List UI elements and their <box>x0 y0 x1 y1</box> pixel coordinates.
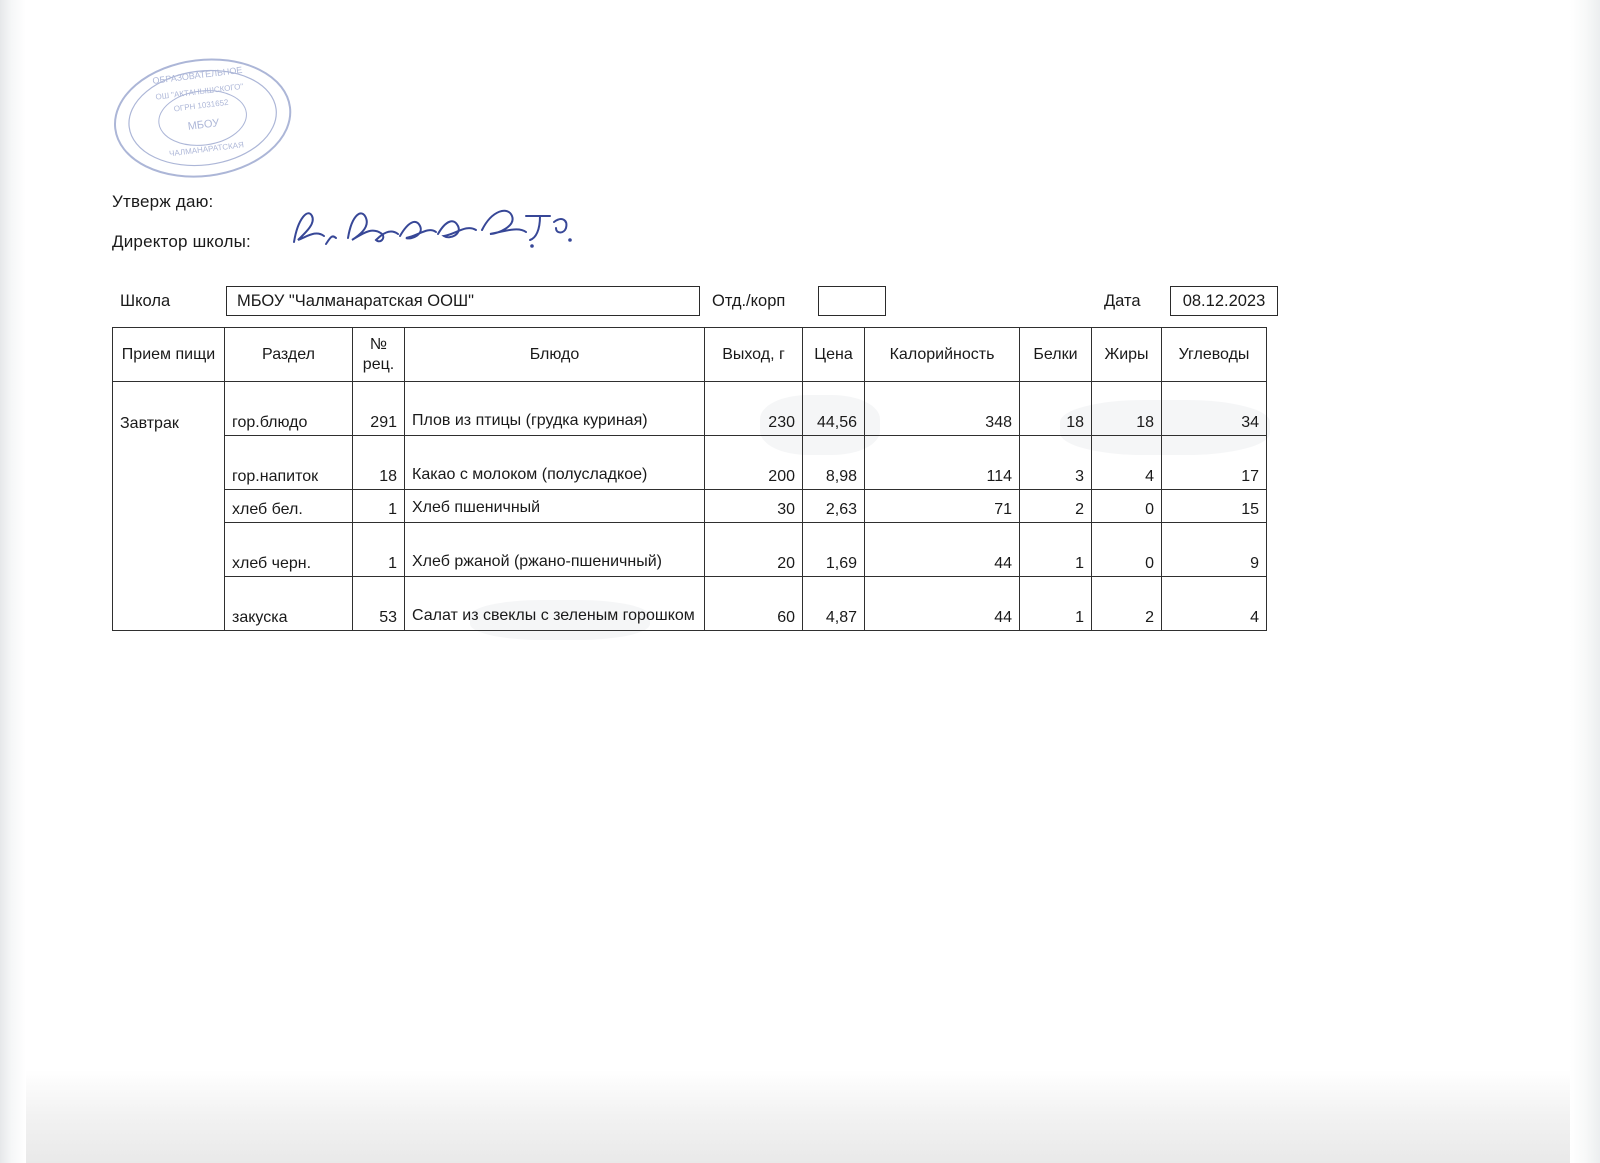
date-field[interactable]: 08.12.2023 <box>1170 286 1278 316</box>
table-row <box>113 523 1267 577</box>
row-dish: Какао с молоком (полусладкое) <box>405 436 705 490</box>
row-recipe: 1 <box>353 490 405 523</box>
col-section: Раздел <box>225 328 353 382</box>
school-label: Школа <box>120 292 171 310</box>
svg-text:ОБРАЗОВАТЕЛЬНОЕ: ОБРАЗОВАТЕЛЬНОЕ <box>151 64 243 86</box>
row-dish: Хлеб ржаной (ржано-пшеничный) <box>405 523 705 577</box>
svg-text:ОШ "АКТАНЫШСКОГО": ОШ "АКТАНЫШСКОГО" <box>155 81 244 102</box>
row-price: 2,63 <box>803 490 865 523</box>
row-price: 8,98 <box>803 436 865 490</box>
col-price: Цена <box>803 328 865 382</box>
row-price: 44,56 <box>803 382 865 436</box>
row-recipe: 53 <box>353 577 405 631</box>
row-section: гор.напиток <box>225 436 353 490</box>
row-calories: 44 <box>865 577 1020 631</box>
signature-icon <box>286 200 576 260</box>
table-header-row <box>113 328 1267 382</box>
row-calories: 114 <box>865 436 1020 490</box>
row-carbs: 9 <box>1162 523 1267 577</box>
row-price: 4,87 <box>803 577 865 631</box>
col-dish: Блюдо <box>405 328 705 382</box>
row-carbs: 17 <box>1162 436 1267 490</box>
menu-table <box>112 327 1267 631</box>
row-fats: 2 <box>1092 577 1162 631</box>
svg-text:МБОУ: МБОУ <box>187 117 220 133</box>
header-fields <box>112 286 1278 316</box>
meal-spacer <box>113 577 225 631</box>
meal-spacer <box>113 436 225 490</box>
row-output: 20 <box>705 523 803 577</box>
table-body <box>113 382 1267 631</box>
row-proteins: 2 <box>1020 490 1092 523</box>
svg-text:ОГРН 1031652: ОГРН 1031652 <box>173 97 229 114</box>
row-output: 230 <box>705 382 803 436</box>
svg-text:ЧАЛМАНАРАТСКАЯ: ЧАЛМАНАРАТСКАЯ <box>168 140 245 159</box>
meal-spacer <box>113 490 225 523</box>
department-field[interactable] <box>818 286 886 316</box>
director-label: Директор школы: <box>112 232 251 251</box>
date-label: Дата <box>1104 292 1141 310</box>
row-section: хлеб черн. <box>225 523 353 577</box>
table-row <box>113 382 1267 436</box>
col-recipe: № рец. <box>353 328 405 382</box>
table-head <box>113 328 1267 382</box>
col-fats: Жиры <box>1092 328 1162 382</box>
row-dish: Плов из птицы (грудка куриная) <box>405 382 705 436</box>
row-carbs: 4 <box>1162 577 1267 631</box>
row-dish: Хлеб пшеничный <box>405 490 705 523</box>
col-output: Выход, г <box>705 328 803 382</box>
row-section: хлеб бел. <box>225 490 353 523</box>
meal-spacer <box>113 523 225 577</box>
row-output: 60 <box>705 577 803 631</box>
row-dish: Салат из свеклы с зеленым горошком <box>405 577 705 631</box>
row-fats: 18 <box>1092 382 1162 436</box>
row-calories: 44 <box>865 523 1020 577</box>
row-section: гор.блюдо <box>225 382 353 436</box>
row-fats: 4 <box>1092 436 1162 490</box>
row-carbs: 15 <box>1162 490 1267 523</box>
official-stamp-icon <box>101 45 305 197</box>
row-output: 30 <box>705 490 803 523</box>
col-meal: Прием пищи <box>113 328 225 382</box>
col-proteins: Белки <box>1020 328 1092 382</box>
table-row <box>113 577 1267 631</box>
department-label: Отд./корп <box>712 292 786 310</box>
row-output: 200 <box>705 436 803 490</box>
col-carbs: Углеводы <box>1162 328 1267 382</box>
row-calories: 348 <box>865 382 1020 436</box>
table-row <box>113 490 1267 523</box>
row-calories: 71 <box>865 490 1020 523</box>
school-field[interactable]: МБОУ "Чалманаратская ООШ" <box>226 286 700 316</box>
row-section: закуска <box>225 577 353 631</box>
row-fats: 0 <box>1092 523 1162 577</box>
row-price: 1,69 <box>803 523 865 577</box>
approval-block <box>112 192 251 252</box>
row-proteins: 3 <box>1020 436 1092 490</box>
row-fats: 0 <box>1092 490 1162 523</box>
table-row <box>113 436 1267 490</box>
row-proteins: 18 <box>1020 382 1092 436</box>
row-recipe: 18 <box>353 436 405 490</box>
row-proteins: 1 <box>1020 523 1092 577</box>
row-proteins: 1 <box>1020 577 1092 631</box>
row-recipe: 291 <box>353 382 405 436</box>
meal-label: Завтрак <box>113 382 225 436</box>
col-calories: Калорийность <box>865 328 1020 382</box>
row-carbs: 34 <box>1162 382 1267 436</box>
row-recipe: 1 <box>353 523 405 577</box>
approval-label: Утверж даю: <box>112 192 214 211</box>
